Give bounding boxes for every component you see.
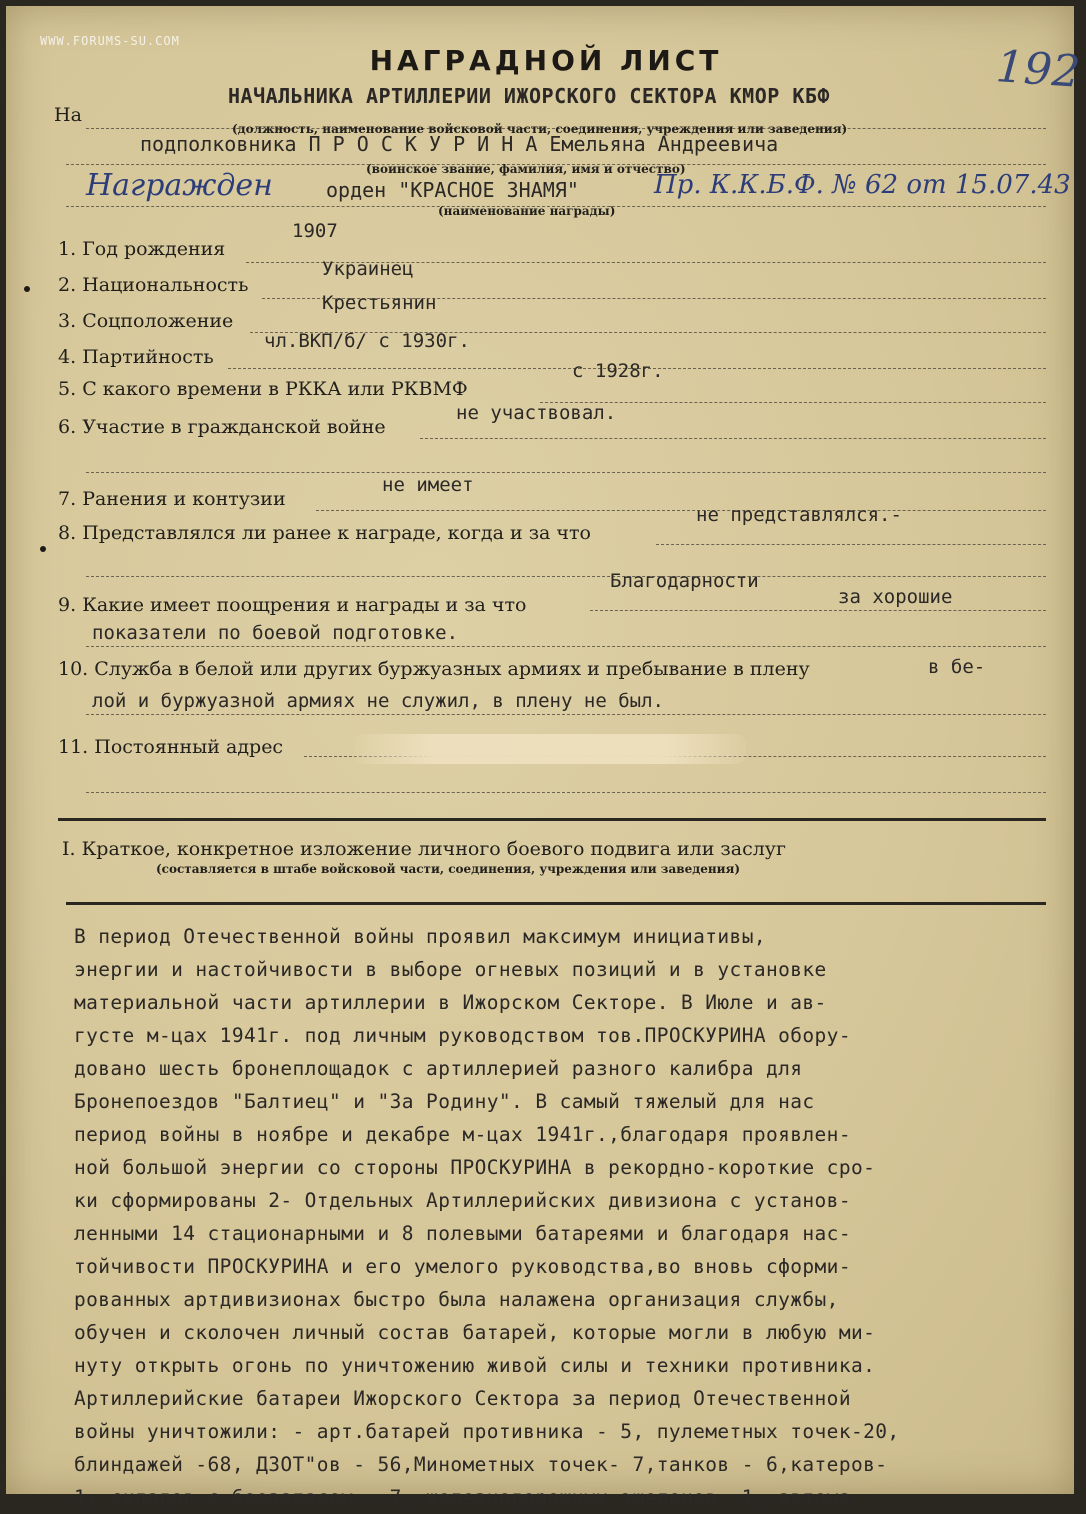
body-line: Бронепоездов "Балтиец" и "За Родину". В самый тяжелый для нас bbox=[74, 1090, 815, 1113]
person-value: подполковника П Р О С К У Р И Н А Емельяна Андреевича bbox=[140, 132, 779, 156]
field-2-label: 2. Национальность bbox=[58, 274, 249, 296]
award-handwritten-label: Награжден bbox=[86, 168, 273, 203]
to-label: На bbox=[54, 104, 82, 126]
page-number-handwritten: 192 bbox=[994, 41, 1082, 98]
body-line: материальной части артиллерии в Ижорском Секторе. В Июле и ав- bbox=[74, 991, 827, 1014]
body-line: В период Отечественной войны проявил максимум инициативы, bbox=[74, 925, 766, 948]
body-line: тойчивости ПРОСКУРИНА и его умелого руководства,во вновь сформи- bbox=[74, 1255, 851, 1278]
award-value: орден "КРАСНОЕ ЗНАМЯ" bbox=[326, 178, 579, 202]
merit-description bbox=[74, 920, 1044, 1514]
field-7-value: не имеет bbox=[382, 474, 474, 496]
field-3-label: 3. Соцположение bbox=[58, 310, 234, 332]
redacted-address bbox=[354, 734, 746, 764]
field-9-line bbox=[590, 610, 1046, 611]
field-8-label: 8. Представлялся ли ранее к награде, когда и за что bbox=[58, 522, 591, 544]
body-line: ки сформированы 2- Отдельных Артиллерийских дивизиона с установ- bbox=[74, 1189, 851, 1212]
award-caption: (наименование награды) bbox=[438, 204, 616, 218]
section-divider-top bbox=[58, 818, 1046, 821]
field-4-value: чл.ВКП/б/ с 1930г. bbox=[264, 330, 470, 352]
award-sheet-page bbox=[6, 6, 1082, 1509]
field-9-extra-line bbox=[86, 646, 1046, 647]
field-5-label: 5. С какого времени в РККА или РКВМФ bbox=[58, 378, 468, 400]
body-line: Артиллерийские батареи Ижорского Сектора за период Отечественной bbox=[74, 1387, 851, 1410]
field-2-value: Украинец bbox=[322, 258, 414, 280]
field-9-value-2: за хорошие bbox=[838, 586, 953, 608]
section-divider-bottom bbox=[66, 902, 1046, 905]
field-6-extra-line bbox=[86, 472, 1046, 473]
body-line: период войны в ноябре и декабре м-цах 1941г.,благодаря проявлен- bbox=[74, 1123, 851, 1146]
to-caption: (должность, наименование войсковой части, соединения, учреждения или заведения) bbox=[232, 122, 848, 136]
field-10-value-2: лой и буржуазной армиях не служил, в плену не был. bbox=[92, 690, 664, 712]
field-1-label: 1. Год рождения bbox=[58, 238, 226, 260]
field-10-extra-line bbox=[86, 714, 1046, 715]
field-11-extra-line bbox=[86, 792, 1046, 793]
document-title: НАГРАДНОЙ ЛИСТ bbox=[369, 44, 723, 77]
body-line: блиндажей -68, ДЗОТ"ов - 56,Минометных точек- 7,танков - 6,катеров- bbox=[74, 1453, 888, 1476]
body-line: энергии и настойчивости в выборе огневых позиций и в установке bbox=[74, 958, 827, 981]
site-watermark: WWW.FORUMS-SU.COM bbox=[40, 34, 180, 48]
field-6-value: не участвовал. bbox=[456, 402, 617, 424]
to-value: НАЧАЛЬНИКА АРТИЛЛЕРИИ ИЖОРСКОГО СЕКТОРА КМОР КБФ bbox=[228, 84, 830, 108]
field-9-label: 9. Какие имеет поощрения и награды и за что bbox=[58, 594, 527, 616]
field-6-label: 6. Участие в гражданской войне bbox=[58, 416, 386, 438]
field-10-label: 10. Служба в белой или других буржуазных армиях и пребывание в плену bbox=[58, 658, 810, 680]
field-6-line bbox=[420, 438, 1046, 439]
person-caption: (воинское звание, фамилия, имя и отчество) bbox=[366, 162, 686, 176]
body-line: рованных артдивизионах быстро была налажена организация службы, bbox=[74, 1288, 839, 1311]
field-8-line bbox=[656, 544, 1046, 545]
field-7-label: 7. Ранения и контузии bbox=[58, 488, 286, 510]
body-line: ной большой энергии со стороны ПРОСКУРИНА в рекордно-короткие сро- bbox=[74, 1156, 876, 1179]
field-10-value: в бе- bbox=[928, 656, 986, 678]
body-line: обучен и сколочен личный состав батарей, которые могли в любую ми- bbox=[74, 1321, 876, 1344]
award-order-handwritten: Пр. К.К.Б.Ф. № 62 от 15.07.43 bbox=[654, 170, 1071, 200]
field-4-label: 4. Партийность bbox=[58, 346, 214, 368]
section-heading: I. Краткое, конкретное изложение личного боевого подвига или заслуг bbox=[62, 838, 786, 860]
section-caption: (составляется в штабе войсковой части, соединения, учреждения или заведения) bbox=[156, 862, 741, 876]
punch-hole bbox=[40, 546, 46, 552]
body-line: войны уничтожили: - арт.батарей противника - 5, пулеметных точек-20, bbox=[74, 1420, 900, 1443]
field-5-value: с 1928г. bbox=[572, 360, 664, 382]
field-1-value: 1907 bbox=[292, 220, 338, 242]
field-3-value: Крестьянин bbox=[322, 292, 437, 314]
body-line: густе м-цах 1941г. под личным руководством тов.ПРОСКУРИНА обору- bbox=[74, 1024, 851, 1047]
body-line: довано шесть бронеплощадок с артиллерией разного калибра для bbox=[74, 1057, 803, 1080]
body-line: нуту открыть огонь по уничтожению живой силы и техники противника. bbox=[74, 1354, 876, 1377]
field-9-value-3: показатели по боевой подготовке. bbox=[92, 622, 459, 644]
field-11-label: 11. Постоянный адрес bbox=[58, 736, 284, 758]
field-8-extra-line bbox=[86, 576, 1046, 577]
field-7-line bbox=[316, 510, 1046, 511]
body-line: 1, складов с боезапасом - 7, железнодорожных эшелонов -1, автома- bbox=[74, 1486, 864, 1509]
body-line: ленными 14 стационарными и 8 полевыми батареями и благодаря нас- bbox=[74, 1222, 851, 1245]
field-8-value: не представлялся.- bbox=[696, 504, 902, 526]
field-9-value: Благодарности bbox=[610, 570, 759, 592]
punch-hole bbox=[24, 286, 30, 292]
